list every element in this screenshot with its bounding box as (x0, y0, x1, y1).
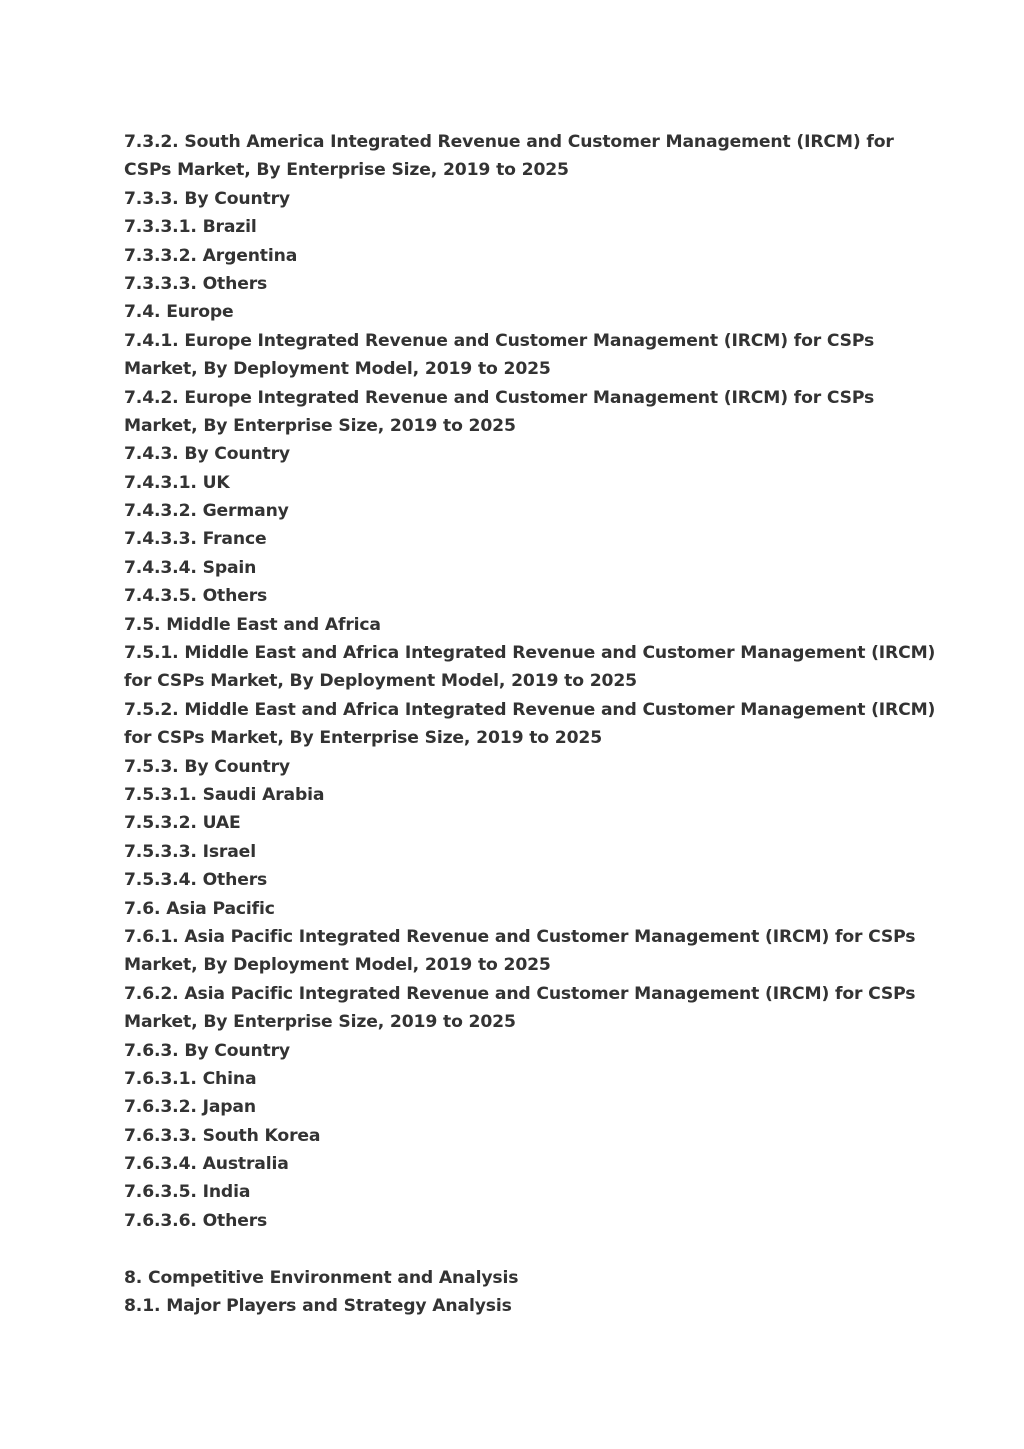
toc-line: 7.6.3.2. Japan (124, 1097, 256, 1118)
toc-line: 7.5.3.2. UAE (124, 813, 241, 834)
toc-line: 7.6.3. By Country (124, 1040, 290, 1061)
toc-line: 7.4.3.2. Germany (124, 501, 289, 522)
toc-line: 7.3.3.3. Others (124, 273, 268, 294)
toc-line: 7.5.2. Middle East and Africa Integrated Revenue and Customer Management (IRCM) (124, 699, 936, 720)
toc-line: Market, By Enterprise Size, 2019 to 2025 (124, 1012, 516, 1033)
toc-line: 7.6. Asia Pacific (124, 898, 275, 919)
toc-line: 7.4.3.1. UK (124, 472, 230, 493)
toc-line: 7.5.3.1. Saudi Arabia (124, 784, 325, 805)
toc-line: 7.4.3.5. Others (124, 586, 268, 607)
toc-line: for CSPs Market, By Enterprise Size, 2019 to 2025 (124, 728, 603, 749)
toc-line: CSPs Market, By Enterprise Size, 2019 to 2025 (124, 160, 569, 181)
toc-line: 7.5.1. Middle East and Africa Integrated Revenue and Customer Management (IRCM) (124, 643, 936, 664)
toc-line: 7.6.1. Asia Pacific Integrated Revenue and Customer Management (IRCM) for CSPs (124, 926, 916, 947)
toc-line: 8.1. Major Players and Strategy Analysis (124, 1296, 512, 1317)
toc-line: 7.5.3. By Country (124, 756, 290, 777)
toc-line: 7.5. Middle East and Africa (124, 614, 381, 635)
toc-line: 7.6.3.4. Australia (124, 1154, 289, 1175)
toc-line: 7.4.1. Europe Integrated Revenue and Customer Management (IRCM) for CSPs (124, 330, 875, 351)
toc-line: 7.4.3.3. France (124, 529, 267, 550)
toc-line: Market, By Deployment Model, 2019 to 2025 (124, 955, 551, 976)
table-of-contents (124, 128, 936, 1320)
toc-line: 7.6.3.3. South Korea (124, 1125, 321, 1146)
toc-line: 7.4.3. By Country (124, 444, 290, 465)
toc-line: 7.4.2. Europe Integrated Revenue and Customer Management (IRCM) for CSPs (124, 387, 875, 408)
toc-line: 7.5.3.4. Others (124, 870, 268, 891)
toc-line: for CSPs Market, By Deployment Model, 2019 to 2025 (124, 671, 637, 692)
toc-line: Market, By Deployment Model, 2019 to 2025 (124, 359, 551, 380)
toc-line: 7.6.3.1. China (124, 1068, 257, 1089)
toc-line: 7.6.2. Asia Pacific Integrated Revenue and Customer Management (IRCM) for CSPs (124, 983, 916, 1004)
toc-line: 7.4.3.4. Spain (124, 557, 257, 578)
toc-line: 7.4. Europe (124, 302, 234, 323)
toc-line: 7.3.3.1. Brazil (124, 217, 257, 238)
toc-line: 7.6.3.6. Others (124, 1210, 268, 1231)
toc-line: 7.6.3.5. India (124, 1182, 251, 1203)
toc-line: 8. Competitive Environment and Analysis (124, 1267, 519, 1288)
toc-line: 7.5.3.3. Israel (124, 841, 256, 862)
toc-line: 7.3.2. South America Integrated Revenue and Customer Management (IRCM) for (124, 132, 894, 152)
toc-line: 7.3.3. By Country (124, 188, 290, 209)
toc-line: 7.3.3.2. Argentina (124, 245, 298, 266)
toc-line: Market, By Enterprise Size, 2019 to 2025 (124, 415, 516, 436)
section-spacer (124, 1235, 924, 1263)
